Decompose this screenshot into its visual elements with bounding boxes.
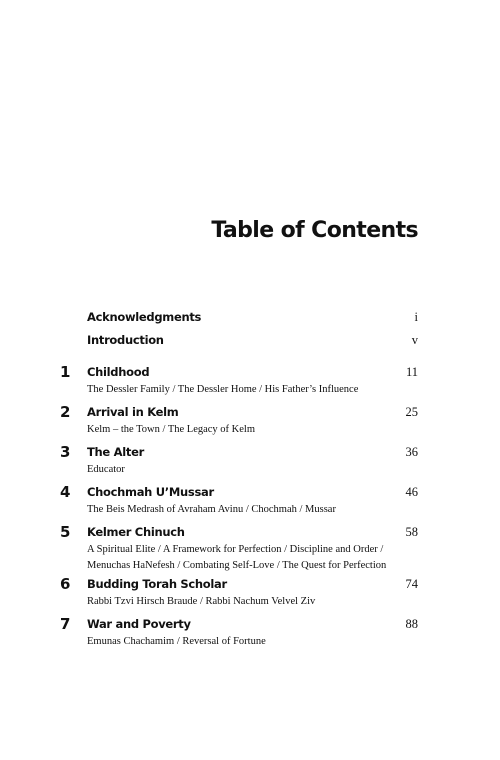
subtitle-line: Menuchas HaNefesh / Combating Self-Love / The Quest for Perfection [87, 560, 387, 571]
entry-page-number: 46 [405, 485, 418, 499]
chapter-title: Childhood [87, 365, 150, 379]
chapter-number: 7 [60, 615, 71, 633]
chapter-subtitle [87, 422, 407, 438]
chapter-title: Chochmah U’Mussar [87, 485, 214, 499]
chapter-number: 2 [60, 403, 71, 421]
chapter-title: The Alter [87, 445, 144, 459]
chapter-subtitle [87, 502, 407, 518]
subtitle-line: Educator [87, 464, 125, 475]
subtitle-line: Kelm – the Town / The Legacy of Kelm [87, 424, 255, 435]
chapter-number: 1 [60, 363, 71, 381]
page-title: Table of Contents [211, 218, 418, 243]
chapter-subtitle [87, 542, 407, 574]
entry-title: Acknowledgments [87, 310, 202, 324]
chapter-number: 4 [60, 483, 71, 501]
entry-title: Introduction [87, 333, 164, 347]
chapter-title: Budding Torah Scholar [87, 577, 227, 591]
chapter-subtitle [87, 634, 407, 650]
chapter-subtitle [87, 382, 407, 398]
chapter-number: 5 [60, 523, 71, 541]
entry-page-number: 36 [405, 445, 418, 459]
chapter-subtitle [87, 594, 407, 610]
chapter-title: Arrival in Kelm [87, 405, 179, 419]
subtitle-line: Emunas Chachamim / Reversal of Fortune [87, 636, 266, 647]
chapter-title: War and Poverty [87, 617, 191, 631]
chapter-number: 3 [60, 443, 71, 461]
entry-page-number: 88 [405, 617, 418, 631]
chapter-number: 6 [60, 575, 71, 593]
subtitle-line: The Beis Medrash of Avraham Avinu / Chochmah / Mussar [87, 504, 336, 515]
subtitle-line: A Spiritual Elite / A Framework for Perfection / Discipline and Order / [87, 544, 384, 555]
entry-page-number: i [414, 310, 418, 324]
chapter-subtitle [87, 462, 407, 478]
entry-page-number: 58 [405, 525, 418, 539]
entry-page-number: 11 [405, 365, 418, 379]
entry-page-number: 25 [405, 405, 418, 419]
subtitle-line: Rabbi Tzvi Hirsch Braude / Rabbi Nachum Velvel Ziv [87, 596, 316, 607]
entry-page-number: v [411, 333, 418, 347]
subtitle-line: The Dessler Family / The Dessler Home / His Father’s Influence [87, 384, 359, 395]
entry-page-number: 74 [405, 577, 418, 591]
chapter-title: Kelmer Chinuch [87, 525, 185, 539]
